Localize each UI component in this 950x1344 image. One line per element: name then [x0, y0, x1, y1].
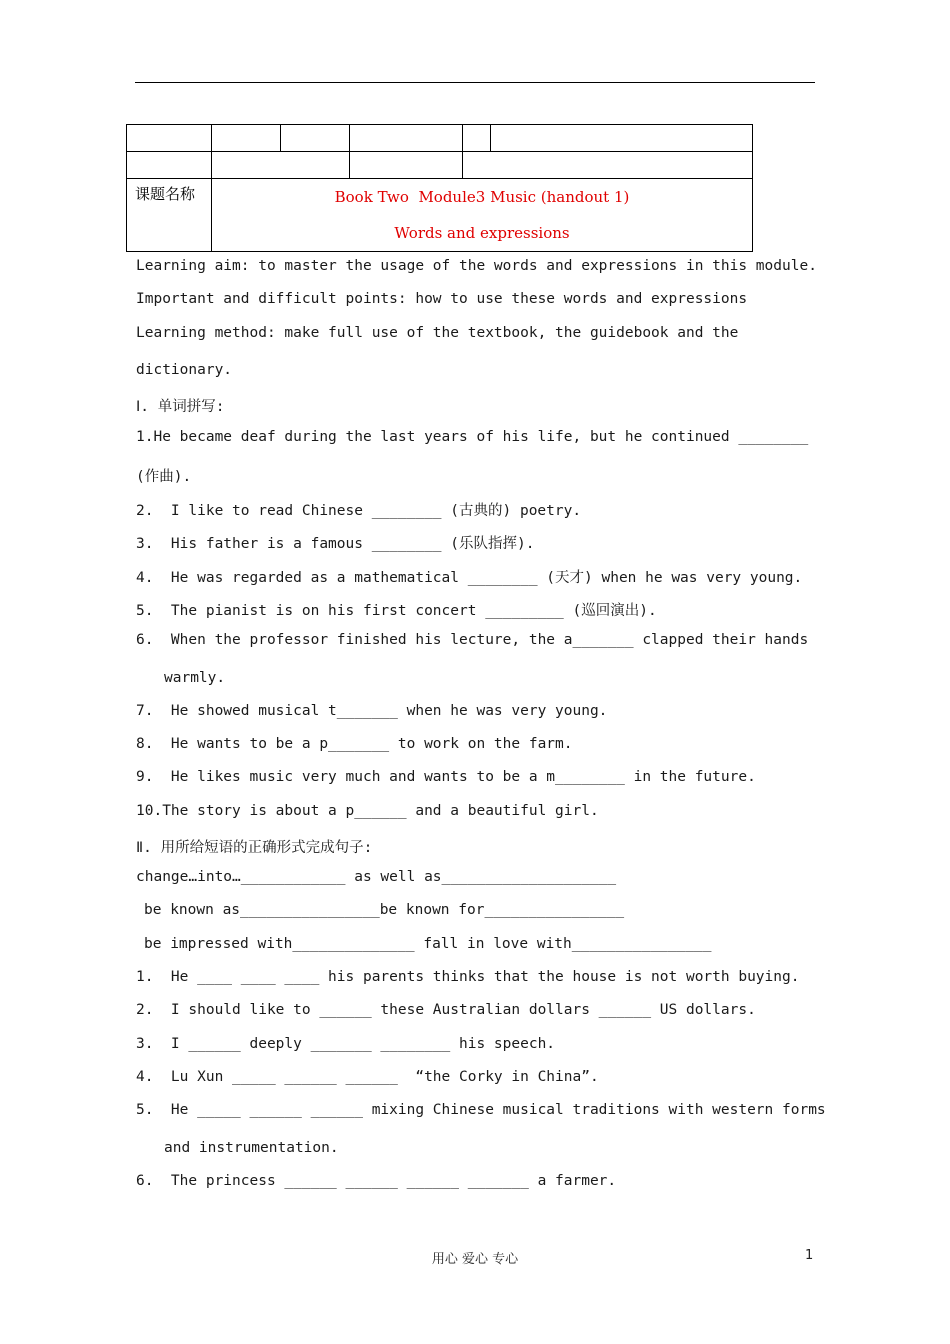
header-cell — [463, 125, 491, 152]
section2-item: 6. The princess ______ ______ ______ _______ a farmer. — [136, 1173, 617, 1189]
header-rule — [135, 82, 815, 83]
section2-item: 1. He ____ ____ ____ his parents thinks that the house is not worth buying. — [136, 969, 800, 985]
section1-item: 7. He showed musical t_______ when he was very young. — [136, 703, 608, 719]
lesson-header-table — [126, 124, 753, 252]
header-cell — [127, 125, 212, 152]
section1-item: warmly. — [164, 670, 226, 686]
section2-item: 2. I should like to ______ these Australian dollars ______ US dollars. — [136, 1002, 756, 1018]
section2-heading: Ⅱ. 用所给短语的正确形式完成句子: — [136, 840, 373, 856]
header-cell — [212, 125, 281, 152]
header-cell — [350, 125, 463, 152]
course-title-line2: Words and expressions — [394, 224, 570, 242]
section1-item: 1.He became deaf during the last years of his life, but he continued ________ — [136, 429, 809, 445]
page-number: 1 — [805, 1248, 814, 1263]
phrase-line: change…into…____________ as well as____________________ — [136, 869, 617, 885]
section2-item: and instrumentation. — [164, 1140, 339, 1156]
header-cell — [491, 125, 753, 152]
section1-item: 2. I like to read Chinese ________ (古典的) poetry. — [136, 503, 582, 519]
section2-item: 4. Lu Xun _____ ______ ______ “the Corky in China”. — [136, 1069, 599, 1085]
course-title — [212, 179, 753, 252]
section1-heading: Ⅰ. 单词拼写: — [136, 399, 225, 415]
header-cell — [463, 152, 753, 179]
learning-method-line1: Learning method: make full use of the textbook, the guidebook and the — [136, 325, 739, 341]
header-cell — [350, 152, 463, 179]
phrase-line: be known as________________be known for________________ — [144, 902, 625, 918]
section1-item: 10.The story is about a p______ and a beautiful girl. — [136, 803, 599, 819]
section1-item: 9. He likes music very much and wants to be a m________ in the future. — [136, 769, 756, 785]
learning-aim: Learning aim: to master the usage of the words and expressions in this module. — [136, 258, 817, 274]
section2-item: 5. He _____ ______ ______ mixing Chinese musical traditions with western forms — [136, 1102, 826, 1118]
learning-points: Important and difficult points: how to use these words and expressions — [136, 291, 748, 307]
course-title-line1: Book Two Module3 Music (handout 1) — [334, 188, 630, 206]
header-cell — [281, 125, 350, 152]
learning-method-line2: dictionary. — [136, 362, 233, 378]
section1-item: 3. His father is a famous ________ (乐队指挥). — [136, 536, 535, 552]
page-footer: 用心 爱心 专心 — [431, 1252, 519, 1267]
section1-item: 6. When the professor finished his lecture, the a_______ clapped their hands — [136, 632, 809, 648]
section1-item: 5. The pianist is on his first concert _________ (巡回演出). — [136, 603, 657, 619]
course-title-label: 课题名称 — [127, 179, 212, 252]
section1-item: (作曲). — [136, 469, 192, 485]
section2-item: 3. I ______ deeply _______ ________ his speech. — [136, 1036, 556, 1052]
header-cell — [127, 152, 212, 179]
section1-item: 8. He wants to be a p_______ to work on the farm. — [136, 736, 573, 752]
phrase-line: be impressed with______________ fall in love with________________ — [144, 936, 712, 952]
section1-item: 4. He was regarded as a mathematical ________ (天才) when he was very young. — [136, 570, 803, 586]
header-cell — [212, 152, 350, 179]
